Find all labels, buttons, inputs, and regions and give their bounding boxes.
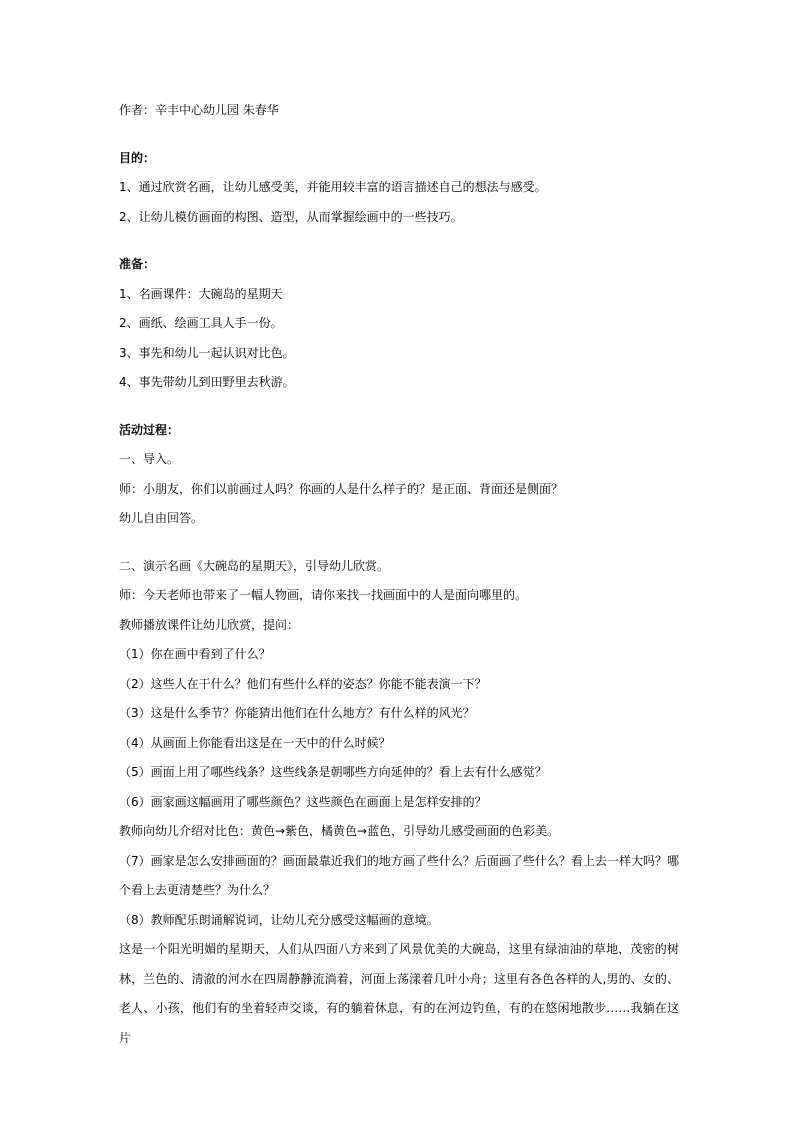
process-text: 教师播放课件让幼儿欣赏，提问： [119,617,300,632]
preparation-item: 4、事先带幼儿到田野里去秋游。 [119,375,295,389]
question-item: （8）教师配乐朗诵解说词，让幼儿充分感受这幅画的意境。 [119,912,439,927]
author-line: 作者：辛丰中心幼儿园 朱春华 [119,103,279,117]
spacer [119,398,679,416]
process-text: 师：今天老师也带来了一幅人物画，请你来找一找画面中的人是面向哪里的。 [119,588,528,602]
goals-heading: 目的： [119,150,156,165]
question-item: （5）画面上用了哪些线条？这些线条是朝哪些方向延伸的？看上去有什么感觉？ [119,765,547,779]
spacer [119,232,679,250]
process-step-title: 二、演示名画《大碗岛的星期天》，引导幼儿欣赏。 [119,558,390,573]
process-heading: 活动过程： [119,422,180,437]
process-text: 教师向幼儿介绍对比色：黄色→紫色，橘黄色→蓝色，引导幼儿感受画面的色彩美。 [119,824,560,838]
narration-paragraph: 这是一个阳光明媚的星期天，人们从四面八方来到了风景优美的大碗岛，这里有绿油油的草地，茂密的树林，兰色的、清澈的河水在四周静静流淌着，河面上荡漾着几叶小舟；这里有各色各样的人,男的、女的、老人、小孩，他们有的坐着轻声交谈，有的躺着休息，有的在河边钓鱼，有的在悠闲地散步……我躺在这片 [119,942,679,1045]
spacer [119,126,679,144]
process-text: 幼儿自由回答。 [119,511,204,525]
preparation-item: 3、事先和幼儿一起认识对比色。 [119,345,295,360]
goal-item: 1、通过欣赏名画，让幼儿感受美，并能用较丰富的语言描述自己的想法与感受。 [119,180,547,194]
spacer [119,534,679,552]
preparation-item: 1、名画课件：大碗岛的星期天 [119,286,283,301]
question-item: （4）从画面上你能看出这是在一天中的什么时候？ [119,735,391,750]
question-item: （2）这些人在干什么？他们有些什么样的姿态？你能不能表演一下？ [119,676,487,691]
question-item: （1）你在画中看到了什么？ [119,647,271,661]
document-page [119,96,679,1053]
question-item: （7）画家是怎么安排画面的？画面最靠近我们的地方画了些什么？后面画了些什么？看上去一样大吗？哪个看上去更清楚些？为什么？ [119,853,679,897]
preparation-heading: 准备： [119,257,156,271]
question-item: （3）这是什么季节？你能猜出他们在什么地方？有什么样的风光？ [119,706,475,720]
question-item: （6）画家画这幅画用了哪些颜色？这些颜色在画面上是怎样安排的？ [119,794,487,809]
process-step-title: 一、导入。 [119,452,180,466]
preparation-item: 2、画纸、绘画工具人手一份。 [119,316,283,330]
goal-item: 2、让幼儿模仿画面的构图、造型，从而掌握绘画中的一些技巧。 [119,209,463,224]
process-text: 师：小朋友，你们以前画过人吗？你画的人是什么样子的？是正面、背面还是侧面？ [119,481,564,496]
